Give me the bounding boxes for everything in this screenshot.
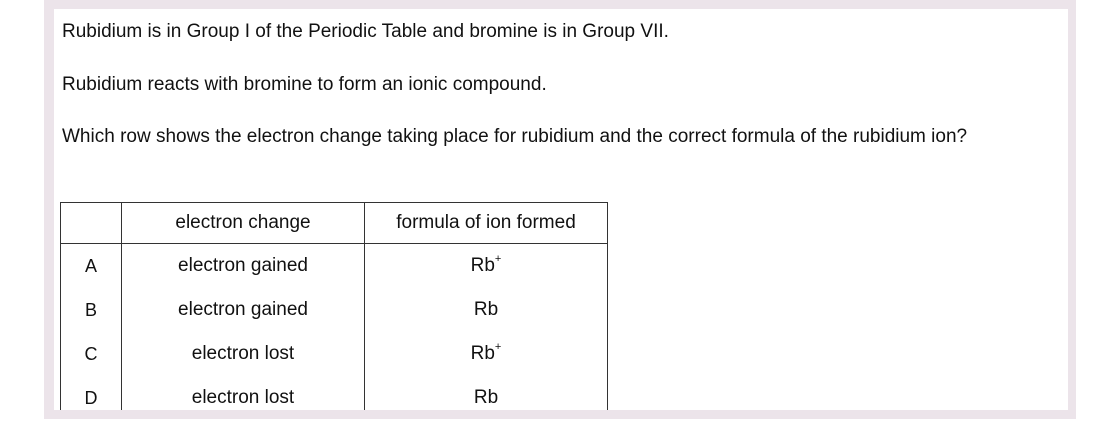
table-row[interactable] <box>61 288 608 332</box>
formula-text: Rb <box>473 387 499 408</box>
table-row[interactable] <box>61 376 608 410</box>
formula-cell <box>365 244 608 289</box>
formula-text: Rb <box>473 299 499 320</box>
formula-text: Rb <box>470 255 495 276</box>
formula-cell <box>365 376 608 410</box>
formula-cell <box>365 288 608 332</box>
header-blank-cell <box>61 203 122 244</box>
option-key: A <box>61 244 122 289</box>
charge-superscript: + <box>494 253 502 265</box>
formula-cell <box>365 332 608 376</box>
header-electron-change: electron change <box>122 203 365 244</box>
charge-superscript: + <box>494 341 502 353</box>
electron-change-cell: electron gained <box>122 288 365 332</box>
option-key: C <box>61 332 122 376</box>
electron-change-cell: electron lost <box>122 332 365 376</box>
table-header-row <box>61 203 608 244</box>
electron-change-cell: electron lost <box>122 376 365 410</box>
question-panel <box>54 9 1068 410</box>
question-reaction-text: Rubidium reacts with bromine to form an ionic compound. <box>62 74 547 95</box>
option-key: B <box>61 288 122 332</box>
option-key: D <box>61 376 122 410</box>
electron-change-cell: electron gained <box>122 244 365 289</box>
question-intro-text: Rubidium is in Group I of the Periodic Table and bromine is in Group VII. <box>62 21 669 42</box>
header-formula: formula of ion formed <box>365 203 608 244</box>
question-prompt-text: Which row shows the electron change taking place for rubidium and the correct formula of the rubidium ion? <box>62 126 968 147</box>
table-row[interactable] <box>61 332 608 376</box>
formula-text: Rb <box>470 343 495 364</box>
table-row[interactable] <box>61 244 608 289</box>
answer-options-table <box>60 202 608 410</box>
